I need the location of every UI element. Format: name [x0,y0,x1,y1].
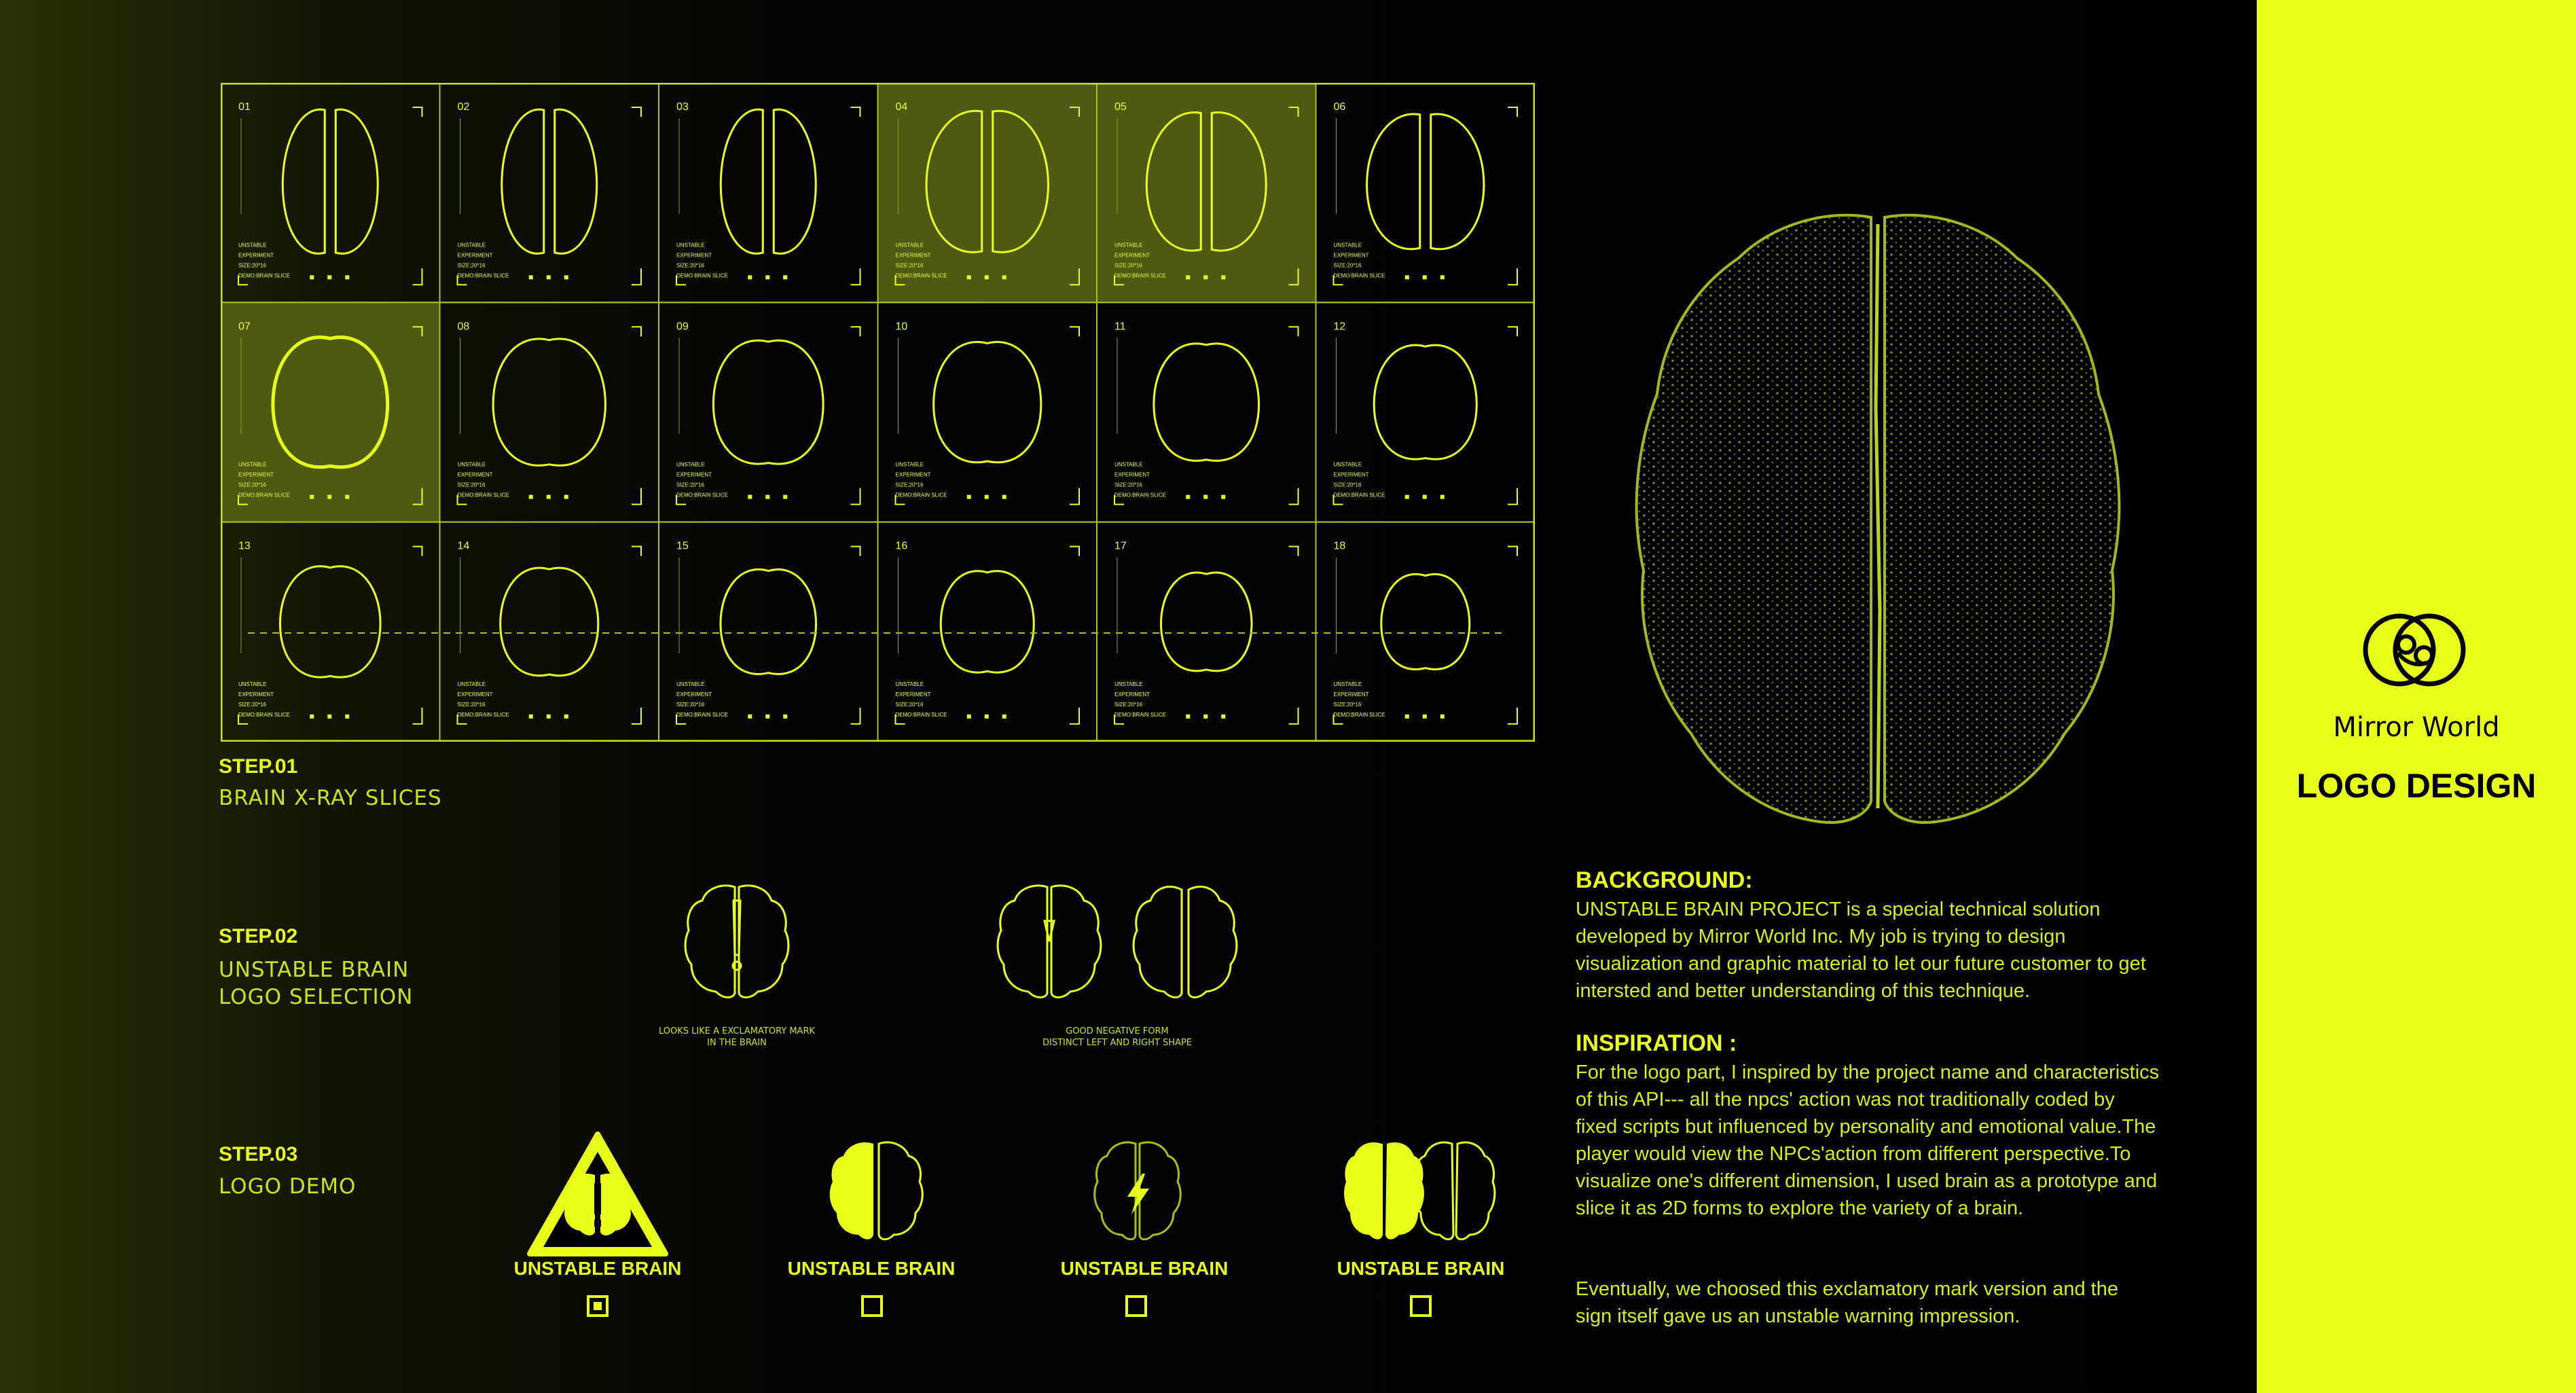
slice-number: 08 [457,321,470,333]
slice-caption: EXPERIMENT [895,471,931,478]
slice-number: 14 [457,540,470,552]
demo2-label: UNSTABLE BRAIN [787,1258,956,1279]
slice-caption: SIZE:20*16 [238,262,266,269]
slice-dot [783,275,787,279]
slice-dot [1002,714,1006,719]
logo-option-split [992,880,1243,1002]
slice-caption: UNSTABLE [457,461,486,468]
demo-dual-brain-logo [1343,1138,1496,1240]
brand-side-panel [2257,0,2576,1393]
slice-cell [659,302,878,522]
corner-bracket [413,268,422,285]
demo-warning-logo [523,1127,672,1263]
slice-dot [1405,275,1409,279]
slice-dot [1221,714,1225,719]
slice-dot [1203,714,1208,719]
slice-dot [1423,714,1427,719]
slice-caption: DEMO:BRAIN SLICE [457,272,509,279]
corner-bracket [1070,708,1079,724]
slice-caption: DEMO:BRAIN SLICE [238,711,291,718]
demo4-label: UNSTABLE BRAIN [1337,1258,1505,1279]
slice-dot [748,275,752,279]
slice-caption: EXPERIMENT [1114,691,1150,698]
slice-dot [1221,495,1225,499]
background-heading: BACKGROUND: [1576,867,1753,893]
slice-caption: SIZE:20*16 [895,701,924,708]
corner-bracket [413,107,422,117]
slice-caption: SIZE:20*16 [238,482,266,488]
slice-caption: DEMO:BRAIN SLICE [895,711,947,718]
brain-right-hemisphere [1885,215,2119,822]
slice-number: 04 [895,101,908,113]
slice-caption: DEMO:BRAIN SLICE [1333,711,1385,718]
slice-number: 18 [1333,540,1346,552]
corner-bracket [1289,708,1299,724]
slice-dot [529,495,533,499]
slice-caption: UNSTABLE [676,681,705,687]
slice-dot [547,714,551,719]
brain-slice-right [1431,114,1484,249]
step1-label: STEP.01 [219,755,298,778]
slice-caption: SIZE:20*16 [1333,482,1362,488]
slice-caption: DEMO:BRAIN SLICE [1114,711,1167,718]
slice-dot [765,495,769,499]
slice-dot [564,275,568,279]
slice-caption: UNSTABLE [1114,242,1143,249]
slice-caption: DEMO:BRAIN SLICE [457,492,509,499]
slice-caption: SIZE:20*16 [895,262,924,269]
split-brain-b-icon [1133,887,1237,998]
slice-number: 16 [895,540,908,552]
slice-dot [1440,714,1445,719]
slice-caption: UNSTABLE [1333,461,1362,468]
slice-highlight [221,302,440,522]
slice-caption: EXPERIMENT [238,252,274,259]
demo4-checkbox[interactable] [1410,1295,1432,1317]
slice-number: 07 [238,321,251,333]
slice-caption: SIZE:20*16 [457,262,486,269]
slice-dot [1186,714,1190,719]
corner-bracket [851,488,860,505]
corner-bracket [1508,268,1517,285]
slice-number: 11 [1114,321,1126,333]
slice-cell [440,302,659,522]
slice-caption: UNSTABLE [1114,461,1143,468]
demo1-label: UNSTABLE BRAIN [513,1258,682,1279]
slice-cell [221,522,440,742]
corner-bracket [632,268,641,285]
brain-slice-outline [1154,344,1259,461]
brain-slice-grid [221,83,1535,742]
slice-dot [967,714,971,719]
slice-dot [985,714,989,719]
mirror-world-logo-icon [2359,608,2471,696]
slice-caption: DEMO:BRAIN SLICE [676,492,729,499]
slice-dot [1002,275,1006,279]
slice-dot [345,275,349,279]
brain-fissure [1876,224,1880,808]
slice-caption: EXPERIMENT [895,252,931,259]
slice-caption: SIZE:20*16 [1114,262,1142,269]
slice-dot [327,714,331,719]
brain-slice-outline [1381,574,1470,669]
brain-slice-right [774,109,816,253]
slice-dot [310,714,314,719]
slice-cell [659,83,878,302]
outline-brain-half-icon [879,1142,922,1240]
slice-dot [967,495,971,499]
brain-slice-left [1367,114,1420,249]
slice-dot [1002,495,1006,499]
corner-bracket [413,708,422,724]
corner-bracket [1508,708,1517,724]
slice-dot [327,495,331,499]
slice-caption: UNSTABLE [676,242,705,249]
slice-dot [1423,275,1427,279]
outline-full-brain-icon [1415,1142,1495,1240]
slice-caption: EXPERIMENT [457,691,493,698]
slice-caption: EXPERIMENT [895,691,931,698]
brain-slice-left [721,109,763,253]
brain-slice-outline [941,571,1034,672]
slice-number: 05 [1114,101,1127,113]
slice-caption: UNSTABLE [238,242,267,249]
slice-dot [1186,495,1190,499]
slice-caption: UNSTABLE [457,242,486,249]
slice-number: 10 [895,321,908,333]
corner-bracket [1070,488,1079,505]
slice-caption: DEMO:BRAIN SLICE [238,272,291,279]
slice-caption: EXPERIMENT [1333,471,1369,478]
slice-caption: UNSTABLE [238,461,267,468]
slice-caption: UNSTABLE [895,242,924,249]
slice-caption: EXPERIMENT [1114,471,1150,478]
slice-caption: SIZE:20*16 [676,701,704,708]
step2-desc: UNSTABLE BRAIN LOGO SELECTION [219,958,414,1009]
corner-bracket [851,327,860,336]
corner-bracket [632,708,641,724]
brain-left-hemisphere [1637,215,1871,822]
option1-caption: LOOKS LIKE A EXCLAMATORY MARK IN THE BRAIN [658,1026,816,1048]
logo-option-exclamation [679,880,795,1002]
slice-caption: EXPERIMENT [1114,252,1150,259]
slice-caption: UNSTABLE [238,681,267,687]
corner-bracket [1070,327,1079,336]
slice-caption: EXPERIMENT [676,471,712,478]
slice-number: 09 [676,321,689,333]
corner-bracket [851,547,860,556]
slice-number: 06 [1333,101,1346,113]
slice-caption: EXPERIMENT [1333,252,1369,259]
slice-dot [564,714,568,719]
logo-design-title: LOGO DESIGN [2296,767,2537,805]
slice-caption: UNSTABLE [1333,242,1362,249]
slice-caption: EXPERIMENT [238,691,274,698]
slice-dot [327,275,331,279]
demo2-checkbox[interactable] [861,1295,883,1317]
demo-half-brain-logo [829,1138,924,1240]
corner-bracket [413,547,422,556]
slice-caption: UNSTABLE [1333,681,1362,687]
slice-cell [1097,302,1316,522]
slice-dot [345,714,349,719]
corner-bracket [1508,488,1517,505]
step1-desc: BRAIN X-RAY SLICES [219,786,442,810]
slice-caption: EXPERIMENT [238,471,274,478]
brain-slice-outline [713,340,823,464]
split-brain-a-icon [998,886,1101,997]
exclamation-mark-icon [733,901,740,955]
corner-bracket [851,268,860,285]
slice-dot [1221,275,1225,279]
brand-name: Mirror World [2333,712,2500,743]
slice-caption: EXPERIMENT [676,252,712,259]
corner-bracket [632,547,641,556]
corner-bracket [1289,547,1299,556]
slice-dot [1203,275,1208,279]
slice-caption: UNSTABLE [895,461,924,468]
slice-number: 17 [1114,540,1127,552]
slice-dot [748,495,752,499]
brain-slice-left [283,109,325,253]
slice-dot [1203,495,1208,499]
corner-bracket [1508,107,1517,117]
corner-bracket [632,488,641,505]
corner-bracket [1289,327,1299,336]
slice-caption: SIZE:20*16 [1333,701,1362,708]
slice-dot [783,714,787,719]
slice-caption: SIZE:20*16 [1114,482,1142,488]
slice-cell [1316,83,1536,302]
slice-dot [967,275,971,279]
slice-caption: EXPERIMENT [676,691,712,698]
corner-bracket [851,107,860,117]
slice-dot [345,495,349,499]
slice-number: 12 [1333,321,1346,333]
slice-dot [783,495,787,499]
corner-bracket [851,708,860,724]
slice-dot [310,275,314,279]
slice-dot [310,495,314,499]
slice-caption: SIZE:20*16 [1114,701,1142,708]
slice-caption: SIZE:20*16 [895,482,924,488]
corner-bracket [1508,547,1517,556]
slice-caption: UNSTABLE [1114,681,1143,687]
slice-cell [1097,522,1316,742]
slice-caption: SIZE:20*16 [457,701,486,708]
slice-caption: DEMO:BRAIN SLICE [1333,492,1385,499]
slice-dot [564,495,568,499]
slice-dot [1440,495,1445,499]
slice-number: 03 [676,101,689,113]
step3-desc: LOGO DEMO [219,1174,357,1199]
inspiration-closing: Eventually, we choosed this exclamatory mark version and the sign itself gave us an unstable warning impression. [1576,1278,2118,1327]
slice-number: 15 [676,540,689,552]
corner-bracket [1508,327,1517,336]
slice-dot [1440,275,1445,279]
brain-slice-outline [721,569,816,674]
corner-bracket [632,327,641,336]
lightning-bolt-icon [1127,1174,1149,1214]
slice-cell [659,522,878,742]
slice-caption: DEMO:BRAIN SLICE [238,492,291,499]
brain-outline-icon [685,886,788,997]
demo-lightning-brain-logo [1093,1138,1182,1240]
slice-cell [440,83,659,302]
slice-dot [985,495,989,499]
slice-caption: EXPERIMENT [457,252,493,259]
brain-slice-outline [493,339,605,465]
slice-dot [1423,495,1427,499]
slice-dot [765,275,769,279]
step2-label: STEP.02 [219,925,298,947]
slice-caption: DEMO:BRAIN SLICE [676,711,729,718]
slice-caption: DEMO:BRAIN SLICE [457,711,509,718]
brain-slice-left [502,109,544,253]
slice-cell [1316,302,1536,522]
brain-slice-outline [934,342,1041,463]
slice-dot [985,275,989,279]
brain-slice-right [335,109,378,253]
slice-caption: SIZE:20*16 [457,482,486,488]
slice-dot [765,714,769,719]
particle-brain-render [1623,204,2133,842]
inspiration-heading: INSPIRATION : [1576,1030,1737,1056]
slice-number: 13 [238,540,251,552]
slice-caption: SIZE:20*16 [676,262,704,269]
slice-caption: SIZE:20*16 [1333,262,1362,269]
slice-cell [221,83,440,302]
slice-number: 02 [457,101,470,113]
slice-caption: EXPERIMENT [1333,691,1369,698]
slice-cell [440,522,659,742]
demo3-checkbox[interactable] [1125,1295,1147,1317]
slice-cell [878,522,1097,742]
demo3-label: UNSTABLE BRAIN [1060,1258,1229,1279]
brain-slice-outline [280,566,380,677]
slice-dot [547,275,551,279]
slice-highlight [878,83,1097,302]
slice-caption: DEMO:BRAIN SLICE [895,272,947,279]
brain-slice-outline [1161,573,1252,671]
inspiration-text: For the logo part, I inspired by the project name and characteristics of this API--- all the npcs' action was not traditionally coded by fixed scripts but influenced by personality and emotional value.The player would view the NPCs'action from different perspective.To visualize one's different dimension, I used brain as a prototype and slice it as 2D forms to explore the variety of a brain. [1576,1062,2160,1219]
slice-caption: SIZE:20*16 [238,701,266,708]
slice-caption: DEMO:BRAIN SLICE [895,492,947,499]
option2-caption: GOOD NEGATIVE FORM DISTINCT LEFT AND RIGHT SHAPE [1042,1026,1193,1048]
brain-slice-outline [1374,345,1476,459]
brain-slice-outline [501,568,598,676]
slice-caption: DEMO:BRAIN SLICE [1114,492,1167,499]
slice-caption: UNSTABLE [676,461,705,468]
demo1-checkbox[interactable] [587,1295,609,1317]
slice-caption: DEMO:BRAIN SLICE [676,272,729,279]
background-text: UNSTABLE BRAIN PROJECT is a special technical solution developed by Mirror World Inc. My job is trying to design visualization and graphic material to let our future customer to get intersted and better understanding of this technique. [1576,899,2146,1002]
slice-caption: UNSTABLE [457,681,486,687]
corner-bracket [1070,547,1079,556]
slice-dot [1405,495,1409,499]
slice-caption: UNSTABLE [895,681,924,687]
slice-dot [529,714,533,719]
slice-caption: SIZE:20*16 [676,482,704,488]
slice-dot [529,275,533,279]
slice-dot [547,495,551,499]
slice-cell [878,302,1097,522]
corner-bracket [632,107,641,117]
brain-slice-right [555,109,597,253]
slice-dot [748,714,752,719]
filled-brain-half-icon [830,1142,873,1240]
slice-cell [1316,522,1536,742]
slice-caption: DEMO:BRAIN SLICE [1114,272,1167,279]
corner-bracket [1289,488,1299,505]
slice-caption: DEMO:BRAIN SLICE [1333,272,1385,279]
slice-highlight [1097,83,1316,302]
step3-label-text: STEP.03 [219,1143,298,1165]
slice-dot [1405,714,1409,719]
slice-number: 01 [238,101,251,113]
slice-dot [1186,275,1190,279]
slice-caption: EXPERIMENT [457,471,493,478]
filled-full-brain-icon [1344,1142,1424,1240]
